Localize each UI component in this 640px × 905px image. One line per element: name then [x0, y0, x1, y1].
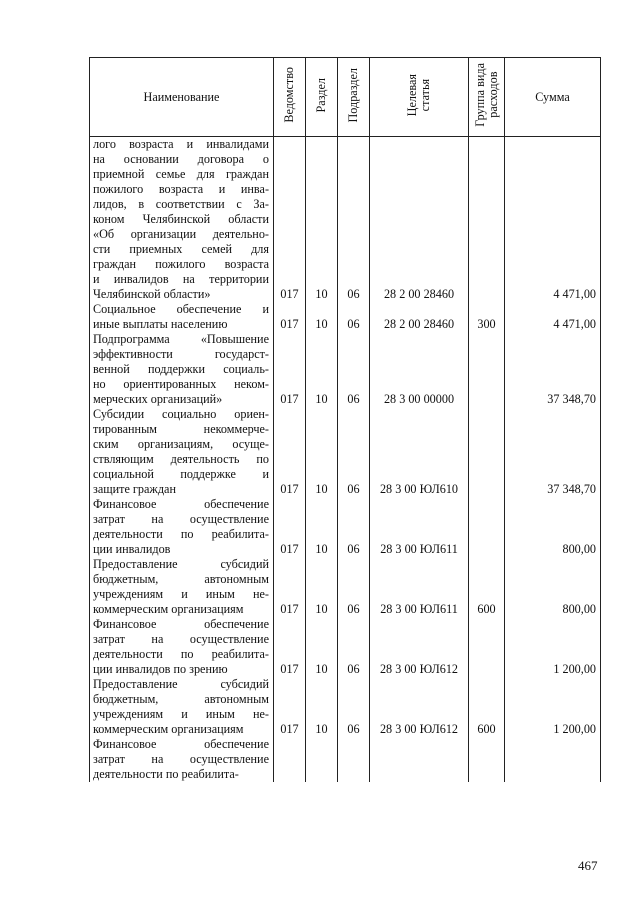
cell-target: [370, 737, 469, 782]
cell-sum: 800,00: [505, 557, 601, 617]
row-name-line: бюджетным, автономным: [93, 692, 269, 706]
cell-expense-group: 300: [469, 302, 505, 332]
cell-sum: 4 471,00: [505, 302, 601, 332]
page-number: 467: [578, 858, 598, 873]
row-name-line: бюджетным, автономным: [93, 572, 269, 586]
row-name-line: Финансовое обеспечение: [93, 617, 269, 631]
row-name-line: затрат на осуществление: [93, 752, 269, 766]
row-name-line: и инвалидов на территории: [93, 272, 269, 286]
table-row: [90, 497, 601, 557]
row-name-line: но ориентированных неком-: [93, 377, 269, 391]
cell-target: 28 3 00 00000: [370, 332, 469, 407]
budget-table: [89, 57, 601, 782]
header-section: Раздел: [306, 58, 338, 137]
row-name-line: приемной семье для граждан: [93, 167, 269, 181]
cell-expense-group: [469, 737, 505, 782]
row-name-line: «Об организации деятельно-: [93, 227, 269, 241]
row-name-line: Подпрограмма «Повышение: [93, 332, 269, 346]
row-name: [90, 497, 274, 557]
row-name-line: защите граждан: [93, 482, 176, 496]
row-name-line: Финансовое обеспечение: [93, 497, 269, 511]
cell-dept: 017: [274, 677, 306, 737]
cell-target: 28 3 00 ЮЛ610: [370, 407, 469, 497]
cell-subsection: 06: [338, 332, 370, 407]
cell-section: 10: [306, 677, 338, 737]
cell-subsection: 06: [338, 302, 370, 332]
cell-dept: 017: [274, 302, 306, 332]
row-name-line: ции инвалидов по зрению: [93, 662, 228, 676]
row-name: [90, 332, 274, 407]
cell-expense-group: [469, 497, 505, 557]
header-expense-group: Группа вида расходов: [469, 58, 505, 137]
cell-expense-group: [469, 617, 505, 677]
cell-subsection: 06: [338, 137, 370, 303]
row-name-line: деятельности по реабилита-: [93, 647, 269, 661]
header-subsection: Подраздел: [338, 58, 370, 137]
row-name: [90, 677, 274, 737]
header-target: Целевая статья: [370, 58, 469, 137]
cell-section: 10: [306, 137, 338, 303]
cell-target: 28 3 00 ЮЛ611: [370, 557, 469, 617]
row-name-line: Предоставление субсидий: [93, 677, 269, 691]
row-name-line: затрат на осуществление: [93, 512, 269, 526]
row-name: [90, 407, 274, 497]
row-name-line: деятельности по реабилита-: [93, 527, 269, 541]
cell-expense-group: [469, 332, 505, 407]
cell-sum: 4 471,00: [505, 137, 601, 303]
row-name-line: учреждениям и иным не-: [93, 707, 269, 721]
cell-section: 10: [306, 302, 338, 332]
row-name-line: Челябинской области»: [93, 287, 211, 301]
header-sum: Сумма: [505, 58, 601, 137]
cell-dept: [274, 737, 306, 782]
row-name-line: социальной поддержке и: [93, 467, 269, 481]
cell-section: 10: [306, 497, 338, 557]
header-dept: Ведомство: [274, 58, 306, 137]
cell-subsection: 06: [338, 497, 370, 557]
cell-section: 10: [306, 332, 338, 407]
header-name: Наименование: [90, 58, 274, 137]
cell-expense-group: [469, 407, 505, 497]
cell-section: 10: [306, 407, 338, 497]
cell-subsection: 06: [338, 407, 370, 497]
row-name-line: ским организациям, осуще-: [93, 437, 269, 451]
row-name-line: мерческих организаций»: [93, 392, 223, 406]
row-name-line: иные выплаты населению: [93, 317, 228, 331]
cell-sum: [505, 737, 601, 782]
row-name-line: деятельности по реабилита-: [93, 767, 239, 781]
cell-target: 28 2 00 28460: [370, 302, 469, 332]
row-name: [90, 137, 274, 303]
cell-target: 28 3 00 ЮЛ612: [370, 677, 469, 737]
cell-sum: 1 200,00: [505, 677, 601, 737]
row-name-line: ствляющим деятельность по: [93, 452, 269, 466]
cell-dept: 017: [274, 137, 306, 303]
table-row: [90, 332, 601, 407]
table-row: [90, 557, 601, 617]
row-name-line: эффективности государст-: [93, 347, 269, 361]
row-name: [90, 617, 274, 677]
table-body: [90, 137, 601, 783]
cell-subsection: [338, 737, 370, 782]
row-name-line: тированным некоммерче-: [93, 422, 269, 436]
table-row: [90, 137, 601, 303]
cell-dept: 017: [274, 557, 306, 617]
cell-target: 28 3 00 ЮЛ612: [370, 617, 469, 677]
row-name-line: коном Челябинской области: [93, 212, 269, 226]
cell-subsection: 06: [338, 677, 370, 737]
row-name-line: венной поддержки социаль-: [93, 362, 269, 376]
row-name: [90, 737, 274, 782]
row-name-line: граждан пожилого возраста: [93, 257, 269, 271]
row-name: [90, 557, 274, 617]
row-name-line: учреждениям и иным не-: [93, 587, 269, 601]
cell-expense-group: 600: [469, 557, 505, 617]
cell-dept: 017: [274, 332, 306, 407]
cell-subsection: 06: [338, 557, 370, 617]
table-row: [90, 302, 601, 332]
cell-sum: 37 348,70: [505, 407, 601, 497]
row-name-line: лого возраста и инвалидами: [93, 137, 269, 151]
cell-sum: 1 200,00: [505, 617, 601, 677]
table-row: [90, 407, 601, 497]
cell-dept: 017: [274, 497, 306, 557]
cell-section: 10: [306, 557, 338, 617]
row-name: [90, 302, 274, 332]
cell-subsection: 06: [338, 617, 370, 677]
table-row: [90, 617, 601, 677]
cell-target: 28 2 00 28460: [370, 137, 469, 303]
row-name-line: сти приемных семей для: [93, 242, 269, 256]
row-name-line: затрат на осуществление: [93, 632, 269, 646]
cell-target: 28 3 00 ЮЛ611: [370, 497, 469, 557]
table-header: [90, 58, 601, 137]
cell-section: 10: [306, 617, 338, 677]
cell-expense-group: [469, 137, 505, 303]
cell-dept: 017: [274, 407, 306, 497]
row-name-line: Субсидии социально ориен-: [93, 407, 269, 421]
row-name-line: коммерческим организациям: [93, 722, 244, 736]
row-name-line: Финансовое обеспечение: [93, 737, 269, 751]
cell-section: [306, 737, 338, 782]
row-name-line: коммерческим организациям: [93, 602, 244, 616]
row-name-line: пожилого возраста и инва-: [93, 182, 269, 196]
cell-sum: 800,00: [505, 497, 601, 557]
row-name-line: Предоставление субсидий: [93, 557, 269, 571]
cell-sum: 37 348,70: [505, 332, 601, 407]
row-name-line: Социальное обеспечение и: [93, 302, 269, 316]
table-row: [90, 737, 601, 782]
row-name-line: ции инвалидов: [93, 542, 171, 556]
table-row: [90, 677, 601, 737]
row-name-line: лидов, в соответствии с За-: [93, 197, 269, 211]
row-name-line: на основании договора о: [93, 152, 269, 166]
cell-expense-group: 600: [469, 677, 505, 737]
cell-dept: 017: [274, 617, 306, 677]
